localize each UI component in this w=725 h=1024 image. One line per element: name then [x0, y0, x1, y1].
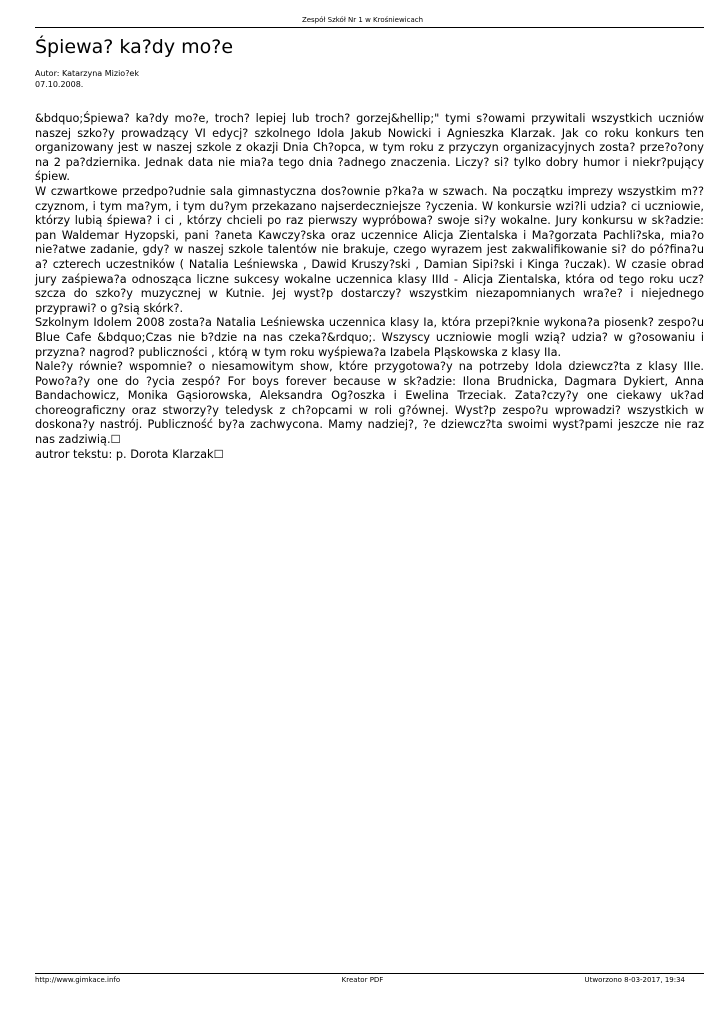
article-paragraph: W czwartkowe przedpo?udnie sala gimnastyczna dos?ownie p?ka?a w szwach. Na początku imprezy wszystkim m??czyznom, i tym ma?ym, i tym du?ym przekazano najserdeczniejsze ?yczenia. W konkursie wzi?li udzia? ci uczniowie, którzy lubią śpiewa? i ci , którzy chcieli po raz pierwszy wypróbowa? swoje si?y wokalne. Jury konkursu w sk?adzie: pan Waldemar Hyzopski, pani ?aneta Kawczy?ska oraz uczennice Alicja Zientalska i Ma?gorzata Pachli?ska, mia?o nie?atwe zadanie, gdy? w naszej szkole talentów nie brakuje, czego wyrazem jest zakwalifikowanie si? do pó?fina?u a? czterech uczestników ( Natalia Leśniewska , Dawid Kruszy?ski , Damian Sipi?ski i Kinga ?uczak). W czasie obrad jury zaśpiewa?a odnosząca liczne sukcesy wokalne uczennica klasy IIId - Alicja Zientalska, która od tego roku ucz?szcza do szko?y muzycznej w Kutnie. Jej wyst?p dostarczy? wszystkim niezapomnianych wra?e? i niejednego przyprawi? o g?sią skórk?. [35, 184, 704, 315]
article-title: Śpiewa? ka?dy mo?e [35, 36, 234, 58]
footer-created: Utworzono 8-03-2017, 19:34 [584, 976, 685, 984]
footer-url: http://www.gimkace.info [35, 976, 121, 984]
article-paragraph: Szkolnym Idolem 2008 zosta?a Natalia Leśniewska uczennica klasy Ia, która przepi?knie wykona?a piosenk? zespo?u Blue Cafe &bdquo;Czas nie b?dzie na nas czeka?&rdquo;. Wszyscy uczniowie mogli wzią? udzia? w g?osowaniu i przyzna? nagrod? publiczności , którą w tym roku wyśpiewa?a Izabela Pląskowska z klasy IIa. [35, 316, 704, 359]
footer-divider [35, 973, 704, 974]
article-paragraph: &bdquo;Śpiewa? ka?dy mo?e, troch? lepiej lub troch? gorzej&hellip;" tymi s?owami przywitali wszystkich uczniów naszej szko?y prowadzący VI edycj? szkolnego Idola Jakub Nowicki i Agnieszka Klarzak. Jak co roku konkurs ten organizowany jest w naszej szkole z okazji Dnia Ch?opca, w tym roku z przyczyn organizacyjnych zosta? prze?o?ony na 2 pa?dziernika. Jednak data nie mia?a tego dnia ?adnego znaczenia. Liczy? si? tylko dobry humor i niekr?pujący śpiew. [35, 112, 704, 184]
header-divider [35, 27, 704, 28]
footer-generator: Kreator PDF [341, 976, 384, 984]
page-header: Zespół Szkół Nr 1 w Krośniewicach [301, 16, 424, 24]
article-credit: autror tekstu: p. Dorota Klarzak☐ [35, 447, 224, 461]
article-body [35, 112, 704, 462]
article-date: 07.10.2008. [35, 80, 84, 89]
article-paragraph: Nale?y równie? wspomnie? o niesamowitym show, które przygotowa?y na potrzeby Idola dziewcz?ta z klasy IIIe. Powo?a?y one do ?ycia zespó? For boys forever because w sk?adzie: Ilona Brudnicka, Dagmara Dykiert, Anna Bandachowicz, Monika Gąsiorowska, Aleksandra Og?oszka i Ewelina Trzeciak. Zata?czy?y one ciekawy uk?ad choreograficzny oraz stworzy?y teledysk z ch?opcami w roli g?ównej. Wyst?p zespo?u wprowadzi? wszystkich w doskona?y nastrój. Publiczność by?a zachwycona. Mamy nadziej?, ?e dziewcz?ta swoimi wyst?pami jeszcze nie raz nas zadziwią.☐ [35, 360, 704, 447]
article-author: Autor: Katarzyna Mizio?ek [35, 69, 139, 78]
